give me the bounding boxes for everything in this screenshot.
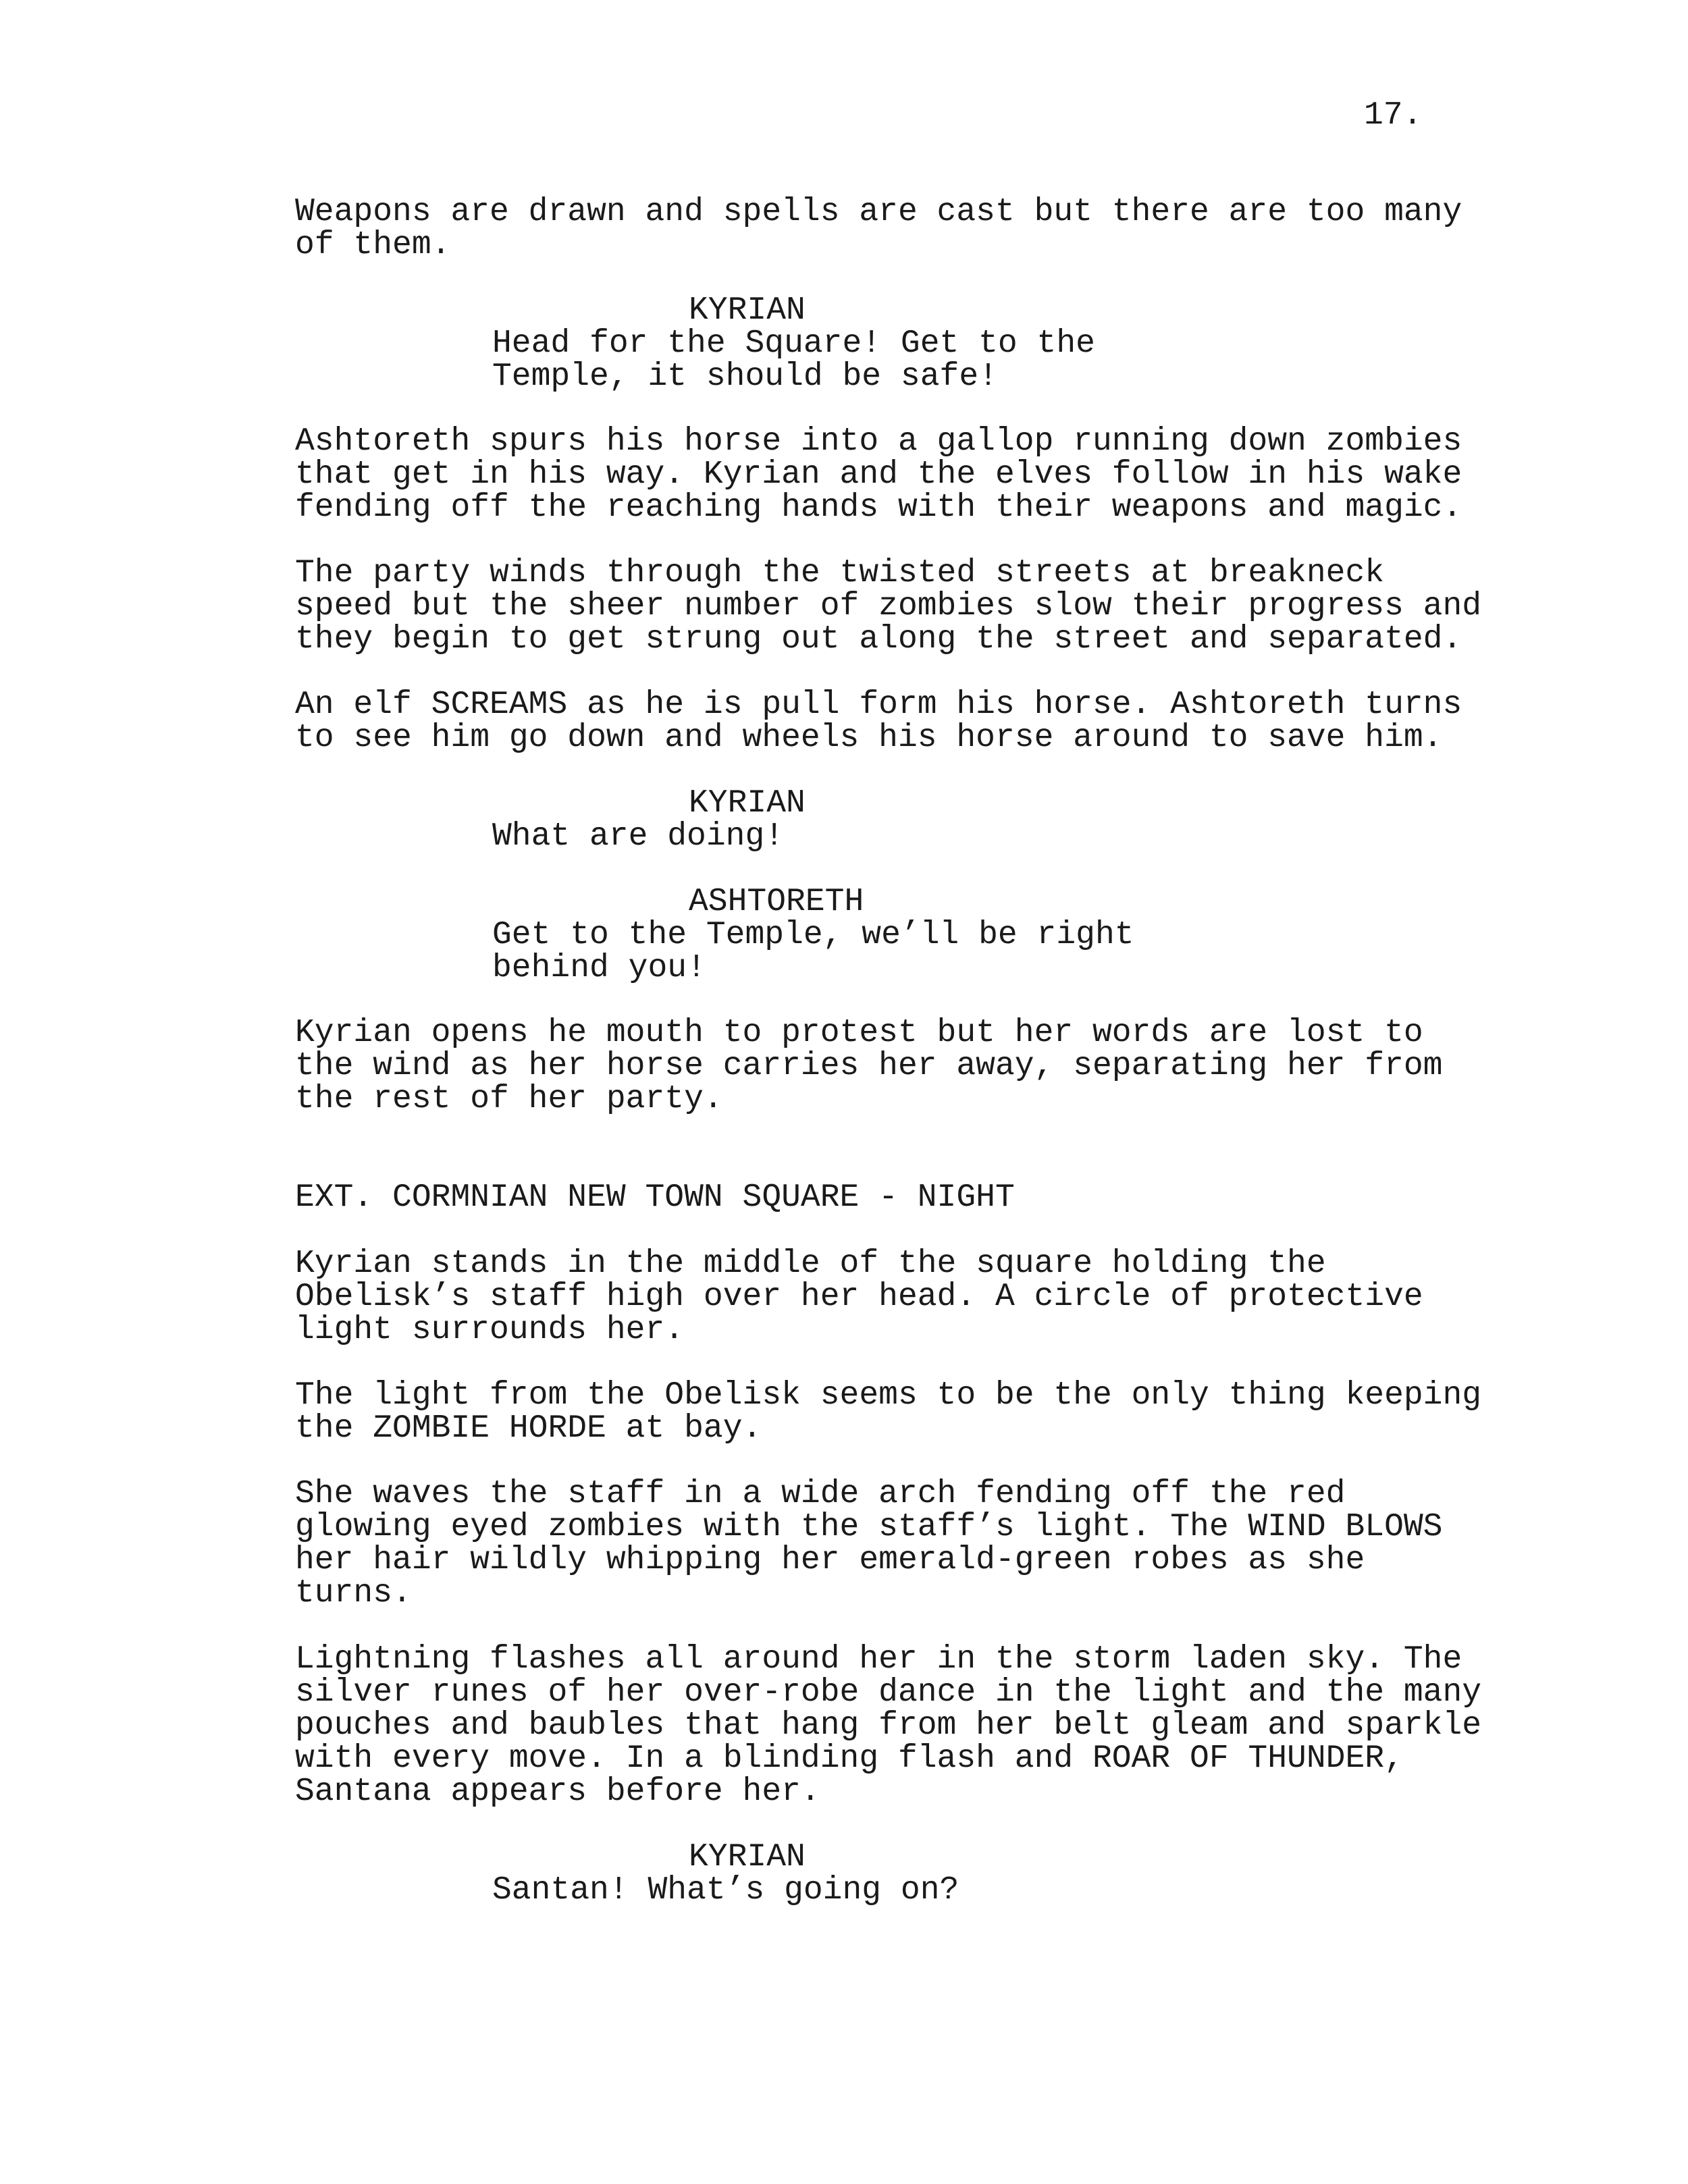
action-line: Lightning flashes all around her in the storm laden sky. The silver runes of her over-robe dance in the light and the many pouches and baubles that hang from her belt gleam and sparkle with every move. In a blinding flash and ROAR OF THUNDER, Santana appears before her.	[295, 1641, 1482, 1810]
character-name: KYRIAN	[689, 1839, 806, 1875]
action-line: Kyrian opens he mouth to protest but her words are lost to the wind as her horse carries her away, separating her from the rest of her party.	[295, 1015, 1443, 1117]
action-line: She waves the staff in a wide arch fending off the red glowing eyed zombies with the staff’s light. The WIND BLOWS her hair wildly whipping her emerald-green robes as she turns.	[295, 1476, 1443, 1612]
dialogue-line: Head for the Square! Get to the Temple, it should be safe!	[492, 325, 1095, 395]
action-line: An elf SCREAMS as he is pull form his horse. Ashtoreth turns to see him go down and wheels his horse around to save him.	[295, 687, 1462, 756]
dialogue-line: What are doing!	[492, 818, 785, 855]
character-name: KYRIAN	[689, 785, 806, 822]
scene-heading: EXT. CORMNIAN NEW TOWN SQUARE - NIGHT	[295, 1179, 1015, 1216]
action-line: Kyrian stands in the middle of the square holding the Obelisk’s staff high over her head. A circle of protective light surrounds her.	[295, 1246, 1423, 1348]
dialogue-line: Get to the Temple, we’ll be right behind you!	[492, 917, 1134, 986]
dialogue-line: Santan! What’s going on?	[492, 1872, 959, 1909]
page-number: 17.	[1364, 97, 1423, 134]
action-line: Ashtoreth spurs his horse into a gallop running down zombies that get in his way. Kyrian and the elves follow in his wake fending off the reaching hands with their weapons and magic.	[295, 423, 1462, 526]
character-name: ASHTORETH	[689, 884, 864, 920]
character-name: KYRIAN	[689, 292, 806, 329]
action-line: The light from the Obelisk seems to be the only thing keeping the ZOMBIE HORDE at bay.	[295, 1377, 1482, 1447]
action-line: The party winds through the twisted streets at breakneck speed but the sheer number of zombies slow their progress and they begin to get strung out along the street and separated.	[295, 555, 1482, 658]
action-line: Weapons are drawn and spells are cast but there are too many of them.	[295, 194, 1462, 263]
